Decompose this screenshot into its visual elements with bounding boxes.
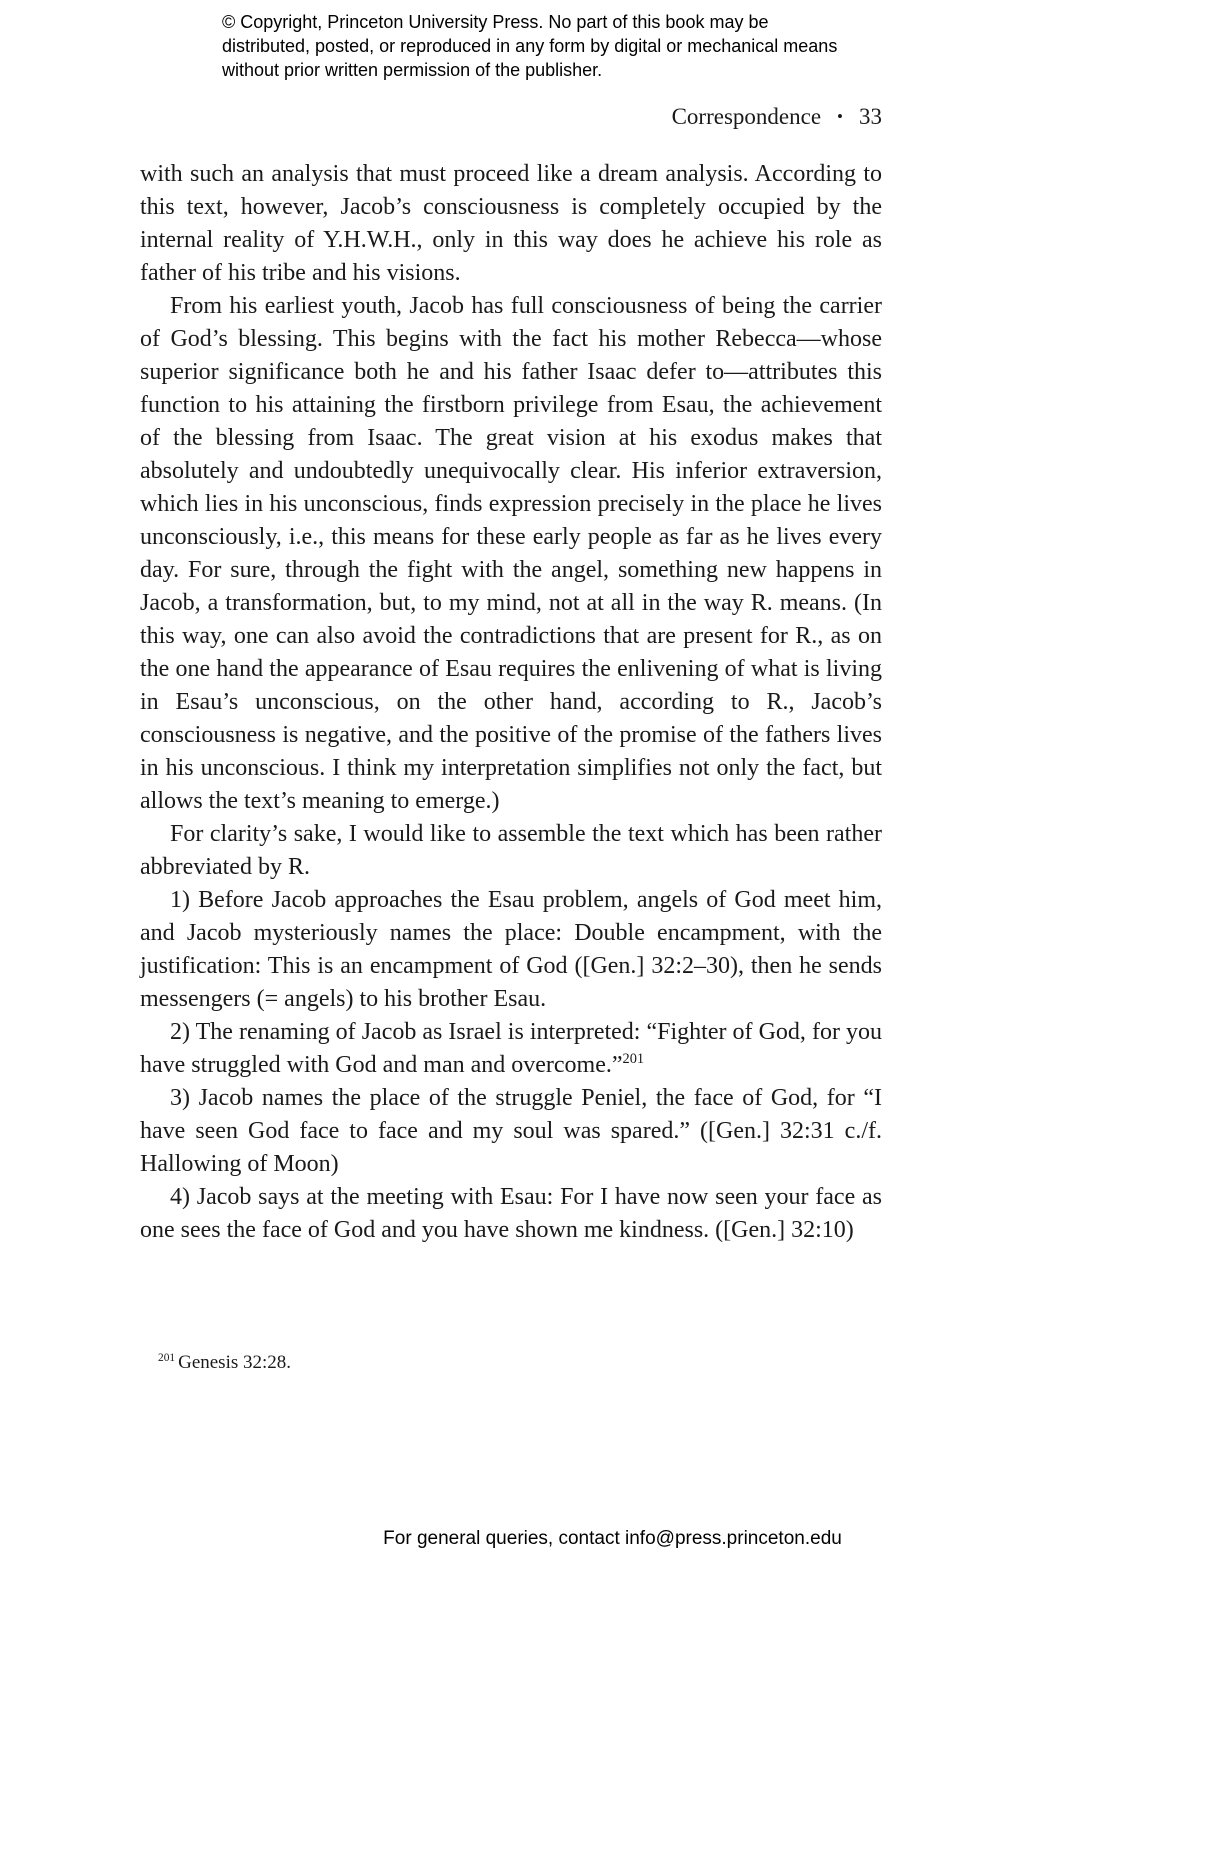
paragraph-text: For clarity’s sake, I would like to assemble the text which has been rather abbreviated by R. [140, 821, 882, 880]
paragraph-text: 2) The renaming of Jacob as Israel is interpreted: “Fighter of God, for you have struggled with God and man and overcome.” [140, 1019, 882, 1078]
footnote-text: Genesis 32:28. [178, 1352, 292, 1373]
footnote-reference: 201 [622, 1051, 645, 1067]
page-number: 33 [859, 104, 882, 129]
paragraph-4 [140, 884, 882, 1016]
paragraph-7 [140, 1181, 882, 1247]
running-head [140, 104, 882, 130]
paragraph-3 [140, 818, 882, 884]
copyright-notice: © Copyright, Princeton University Press. No part of this book may be distributed, posted, or reproduced in any form by digital or mechanical means without prior written permission of the publisher. [222, 12, 838, 80]
paragraph-6 [140, 1082, 882, 1181]
footnote [158, 1352, 878, 1374]
footer-queries: For general queries, contact info@press.princeton.edu [383, 1528, 842, 1549]
paragraph-text: From his earliest youth, Jacob has full consciousness of being the carrier of God’s blessing. This begins with the fact his mother Rebecca—whose superior significance both he and his father Isaac defer to—attributes this function to his attaining the firstborn privilege from Esau, the achievement of the blessing from Isaac. The great vision at his exodus makes that absolutely and undoubtedly unequivocally clear. His inferior extraversion, which lies in his unconscious, finds expression precisely in the place he lives unconsciously, i.e., this means for these early people as far as he lives every day. For sure, through the fight with the angel, something new happens in Jacob, a transformation, but, to my mind, not at all in the way R. means. (In this way, one can also avoid the contradictions that are present for R., as on the one hand the appearance of Esau requires the enlivening of what is living in Esau’s unconscious, on the other hand, according to R., Jacob’s consciousness is negative, and the positive of the promise of the fathers lives in his unconscious. I think my interpretation simplifies not only the fact, but allows the text’s meaning to emerge.) [140, 293, 882, 814]
paragraph-text: 3) Jacob names the place of the struggle Peniel, the face of God, for “I have seen God face to face and my soul was spared.” ([Gen.] 32:31 c./f. Hallowing of Moon) [140, 1085, 882, 1177]
footnote-marker: 201 [158, 1351, 176, 1364]
paragraph-text: 4) Jacob says at the meeting with Esau: For I have now seen your face as one sees the face of God and you have shown me kindness. ([Gen.] 32:10) [140, 1184, 882, 1243]
body-text [140, 158, 882, 1247]
paragraph-2 [140, 290, 882, 818]
paragraph-text: with such an analysis that must proceed like a dream analysis. According to this text, however, Jacob’s consciousness is completely occupied by the internal reality of Y.H.W.H., only in this way does he achieve his role as father of his tribe and his visions. [140, 161, 882, 286]
paragraph-text: 1) Before Jacob approaches the Esau problem, angels of God meet him, and Jacob mysteriously names the place: Double encampment, with the justification: This is an encampment of God ([Gen.] 32:2–30), then he sends messengers (= angels) to his brother Esau. [140, 887, 882, 1012]
paragraph-1 [140, 158, 882, 290]
running-head-section: Correspondence [671, 104, 822, 129]
bullet-separator: • [837, 107, 843, 126]
paragraph-5 [140, 1016, 882, 1082]
